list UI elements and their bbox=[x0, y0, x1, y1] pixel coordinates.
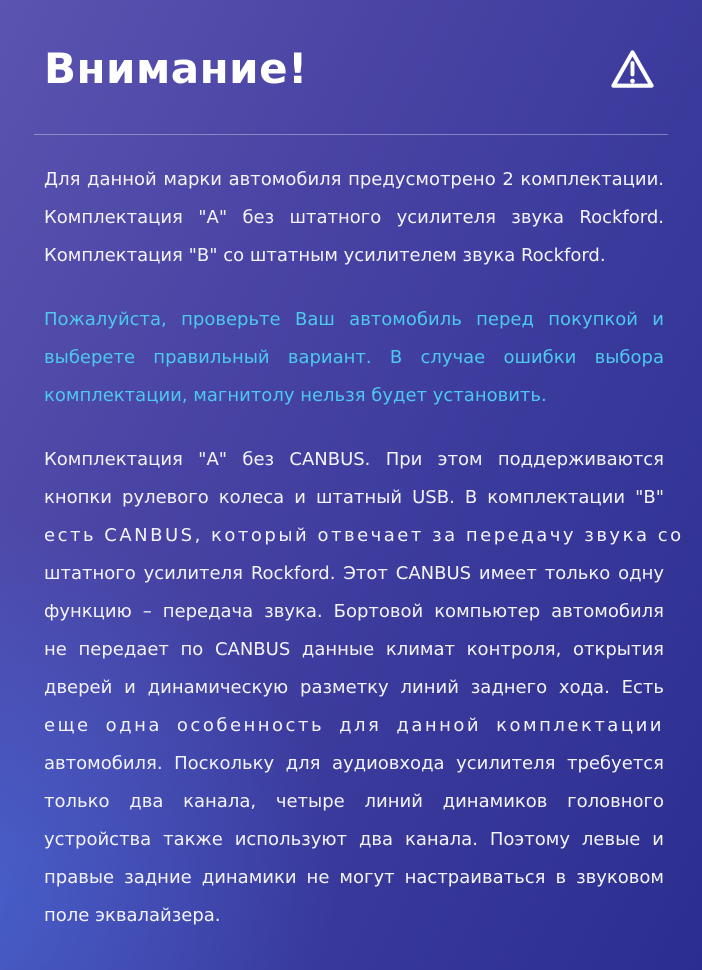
paragraph-check-before-purchase bbox=[44, 301, 664, 415]
text-line: Комплектация "А" без CANBUS. При этом поддерживаются bbox=[44, 449, 664, 470]
text-line: кнопки рулевого колеса и штатный USB. В комплектации "В" bbox=[44, 487, 664, 508]
paragraph-trim-levels bbox=[44, 161, 664, 275]
warning-triangle-icon bbox=[609, 47, 656, 92]
text-line: еще одна особенность для данной комплектации bbox=[44, 715, 664, 736]
text-line: комплектации, магнитолу нельзя будет установить. bbox=[44, 385, 547, 406]
text-line: штатного усилителя Rockford. Этот CANBUS имеет только одну bbox=[44, 563, 664, 584]
text-line: Для данной марки автомобиля предусмотрено 2 комплектации. bbox=[44, 169, 664, 190]
text-line: есть CANBUS, который отвечает за передачу звука со bbox=[44, 525, 684, 546]
paragraph-canbus-details bbox=[44, 441, 684, 935]
header bbox=[0, 0, 702, 94]
text-line: функцию – передача звука. Бортовой компьютер автомобиля bbox=[44, 601, 664, 622]
text-line: поле эквалайзера. bbox=[44, 905, 221, 926]
text-line: Пожалуйста, проверьте Ваш автомобиль перед покупкой и bbox=[44, 309, 664, 330]
text-line: только два канала, четыре линий динамиков головного bbox=[44, 791, 664, 812]
text-line: устройства также используют два канала. Поэтому левые и bbox=[44, 829, 664, 850]
text-line: выберете правильный вариант. В случае ошибки выбора bbox=[44, 347, 664, 368]
text-line: правые задние динамики не могут настраиваться в звуковом bbox=[44, 867, 664, 888]
text-line: дверей и динамическую разметку линий заднего хода. Есть bbox=[44, 677, 664, 698]
text-line: Комплектация "В" со штатным усилителем звука Rockford. bbox=[44, 245, 606, 266]
text-line: не передает по CANBUS данные климат контроля, открытия bbox=[44, 639, 664, 660]
text-line: Комплектация "А" без штатного усилителя звука Rockford. bbox=[44, 207, 664, 228]
text-line: автомобиля. Поскольку для аудиовхода усилителя требуется bbox=[44, 753, 664, 774]
page-title: Внимание! bbox=[44, 44, 308, 93]
body-text bbox=[0, 135, 702, 935]
